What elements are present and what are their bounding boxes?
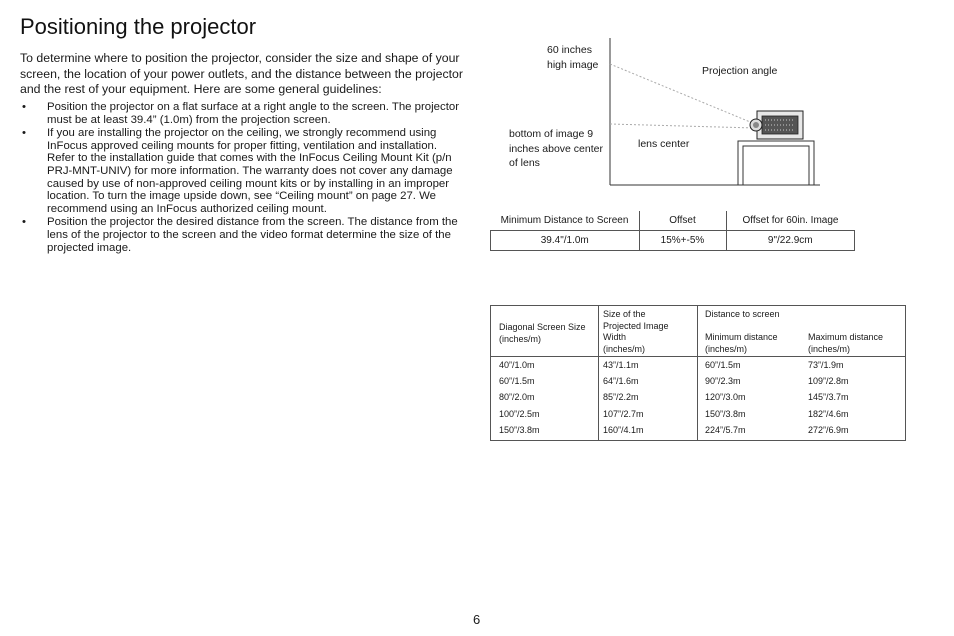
table-header-row [491,211,855,231]
table-cell: 15%+-5% [639,231,726,251]
table-cell: 60”/1.5m [705,360,741,370]
guideline-item: • Position the projector the desired distance from the screen. The distance from the lens of the projector to the screen and the video format determine the size of the projected image. [20,216,465,254]
table-cell: 43”/1.1m [603,360,639,370]
table-row [491,231,855,251]
table-header: Minimum Distance to Screen [491,211,640,231]
table-header: Offset for 60in. Image [726,211,855,231]
header-distance: Distance to screen [705,309,780,319]
table-cell: 85”/2.2m [603,392,639,403]
table-cell: 80”/2.0m [499,392,535,403]
table-cell: 64”/1.6m [603,376,639,387]
table-cell: 39.4"/1.0m [491,231,640,251]
image-bottom-label: bottom of image 9 inches above center of lens [509,128,603,169]
header-min-distance: Minimum distance (inches/m) [705,332,778,354]
page-number: 6 [473,612,481,627]
screen-size-table [490,305,906,441]
lens-center-label: lens center [638,138,690,150]
guideline-list [20,101,465,255]
table-cell: 109”/2.8m [808,376,849,387]
table-cell: 150”/3.8m [499,424,540,435]
table-cell: 100”/2.5m [499,408,540,419]
table-cell: 90”/2.3m [705,376,741,387]
table-cell: 160”/4.1m [603,424,644,435]
page-title: Positioning the projector [20,14,257,39]
header-diagonal: Diagonal Screen Size (inches/m) [499,322,586,344]
lower-ray [610,124,755,128]
guideline-item: • Position the projector on a flat surface at a right angle to the screen. The projector must be at least 39.4” (1.0m) from the projection screen. [20,101,465,126]
projection-diagram [490,36,870,196]
projector-icon [750,111,803,139]
intro-paragraph: To determine where to position the projector, consider the size and shape of your screen, the location of your power outlets, and the distance between the projector and the rest of your equipment. Here are some general guidelines: [20,51,463,97]
table-cell: 182”/4.6m [808,408,849,419]
offset-table [490,211,855,251]
table-cell: 60”/1.5m [499,376,535,387]
table-cell: 9"/22.9cm [726,231,855,251]
table-cell: 40”/1.0m [499,360,535,370]
table-cell: 107”/2.7m [603,408,644,419]
table-cell: 150”/3.8m [705,408,746,419]
table-cell: 73”/1.9m [808,360,844,370]
table-cell: 272”/6.9m [808,424,849,435]
projection-angle-label: Projection angle [702,65,778,77]
table-header: Offset [639,211,726,231]
guideline-item: • If you are installing the projector on the ceiling, we strongly recommend using InFocus approved ceiling mounts for proper fitting, ventilation and installation. Refer to the installation guide that comes with the InFocus Ceiling Mount Kit (p/n PRJ-MNT-UNIV) for more information. The warranty does not cover any damage caused by use of non-approved ceiling mount kits or by installing in an improper location. To turn the image upside down, see “Ceiling mount” on page 27. We recommend using an InFocus authorized ceiling mount. [20,127,465,215]
table-cell: 145”/3.7m [808,392,849,403]
header-image-size: Size of the Projected Image Width (inches/m) [603,309,669,354]
header-max-distance: Maximum distance (inches/m) [808,332,884,354]
table-cell: 224”/5.7m [705,424,746,435]
table-inner [743,146,809,185]
table-cell: 120”/3.0m [705,392,746,403]
image-height-label: 60 inches high image [547,44,599,71]
